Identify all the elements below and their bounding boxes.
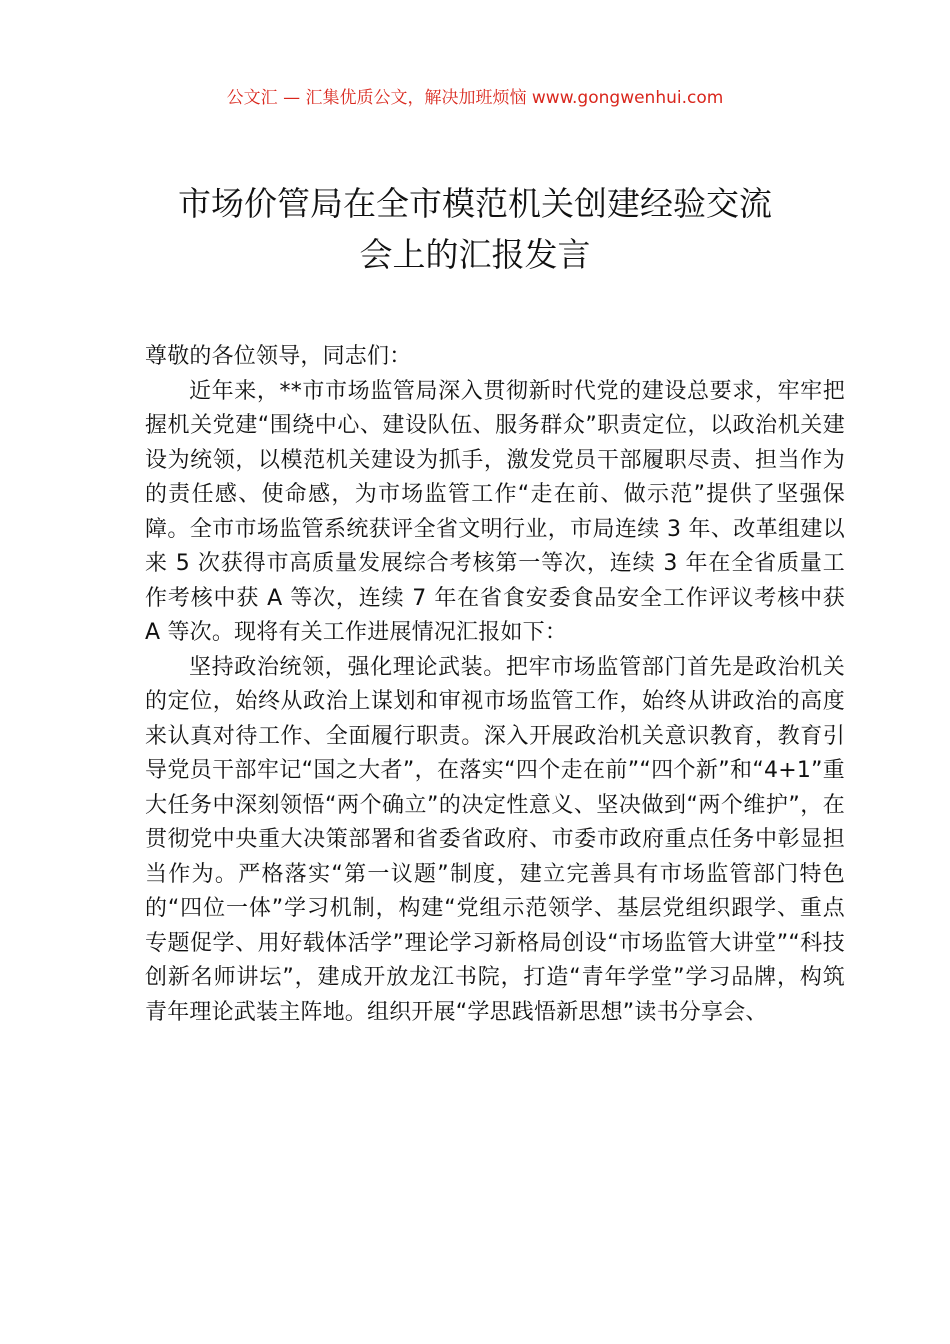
paragraph-political-leadership: 坚持政治统领，强化理论武装。把牢市场监管部门首先是政治机关的定位，始终从政治上谋划和审视市场监管工作，始终从讲政治的高度来认真对待工作、全面履行职责。深入开展政治机关意识教育，教育引导党员干部牢记“国之大者”，在落实“四个走在前”“四个新”和“4+1”重大任务中深刻领悟“两个确立”的决定性意义、坚决做到“两个维护”，在贯彻党中央重大决策部署和省委省政府、市委市政府重点任务中彰显担当作为。严格落实“第一议题”制度，建立完善具有市场监管部门特色的“四位一体”学习机制，构建“党组示范领学、基层党组织跟学、重点专题促学、用好载体活学”理论学习新格局创设“市场监管大讲堂”“科技创新名师讲坛”，建成开放龙江书院，打造“青年学堂”学习品牌，构筑青年理论武装主阵地。组织开展“学思践悟新思想”读书分享会、 — [145, 654, 845, 1025]
page-title — [120, 178, 830, 280]
header-watermark[interactable]: 公文汇 — 汇集优质公文，解决加班烦恼 www.gongwenhui.com — [226, 88, 724, 108]
title-line-1: 市场价管局在全市模范机关创建经验交流 — [178, 184, 772, 223]
salutation: 尊敬的各位领导，同志们： — [145, 344, 412, 369]
title-line-2: 会上的汇报发言 — [359, 235, 591, 274]
document-body — [145, 340, 845, 1030]
paragraph-intro: 近年来，**市市场监管局深入贯彻新时代党的建设总要求，牢牢把握机关党建“围绕中心、建设队伍、服务群众”职责定位，以政治机关建设为统领，以模范机关建设为抓手，激发党员干部履职尽责、担当作为的责任感、使命感，为市场监管工作“走在前、做示范”提供了坚强保障。全市市场监管系统获评全省文明行业，市局连续 3 年、改革组建以来 5 次获得市高质量发展综合考核第一等次，连续 3 年在全省质量工作考核中获 A 等次，连续 7 年在省食安委食品安全工作评议考核中获 A 等次。现将有关工作进展情况汇报如下： — [145, 378, 845, 645]
